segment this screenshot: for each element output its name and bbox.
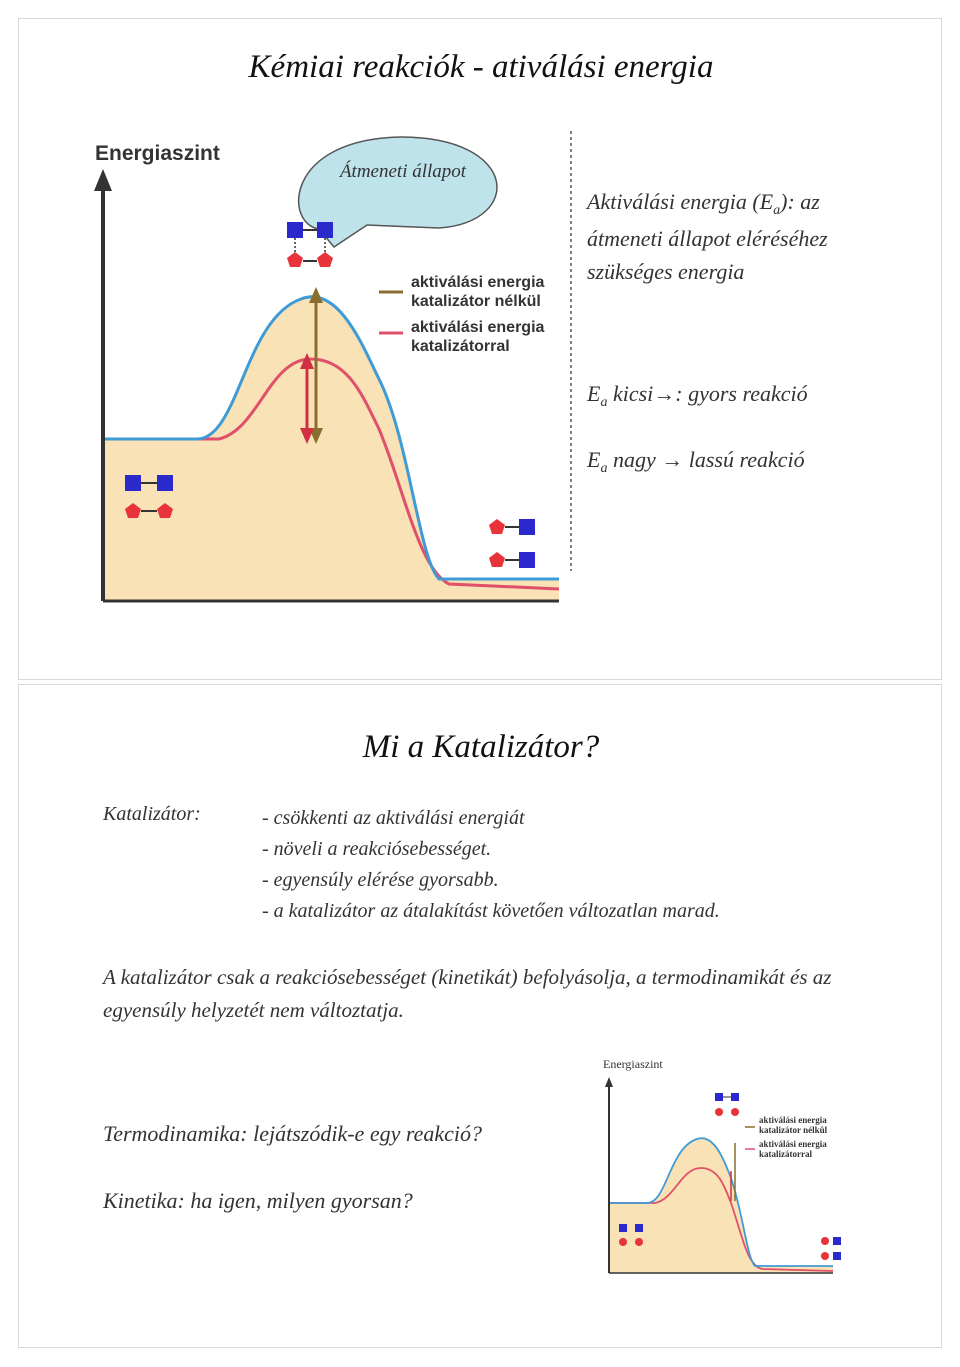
product-square-bottom [519, 552, 535, 568]
small-ts-square-left [715, 1093, 723, 1101]
small-legend-line1: aktiválási energia [759, 1115, 827, 1125]
energy-diagram [19, 19, 943, 681]
small-legend-line3: aktiválási energia [759, 1139, 827, 1149]
slide-title: Kémiai reakciók - ativálási energia [248, 49, 714, 85]
bullet-item: - egyensúly elérése gyorsabb. [262, 869, 499, 891]
legend-catalyzed-line2: katalizátorral [411, 338, 510, 355]
slide-title: Mi a Katalizátor? [362, 729, 600, 765]
product-pentagon-top [489, 519, 505, 534]
small-product-square-top [833, 1237, 841, 1245]
ts-pentagon-right [317, 252, 333, 267]
y-axis-arrowhead [94, 169, 112, 191]
ts-square-right [317, 222, 333, 238]
fast-reaction-text: $E_a$ kicsi→: gyors reakció [587, 381, 808, 410]
slide-activation-energy [18, 18, 942, 680]
legend-uncatalyzed-line2: katalizátor nélkül [411, 293, 541, 310]
transition-state-label: Átmeneti állapot [339, 161, 467, 182]
small-legend-line2: katalizátor nélkül [759, 1125, 828, 1135]
small-y-axis-label: Energiaszint [603, 1057, 663, 1071]
small-ts-square-right [731, 1093, 739, 1101]
reactant-square-left [125, 475, 141, 491]
slow-reaction-text: $E_a$ nagy → lassú reakció [587, 447, 805, 476]
small-reactant-square-right [635, 1224, 643, 1232]
small-legend-line4: katalizátorral [759, 1149, 812, 1159]
catalyst-bullets [262, 803, 720, 927]
activation-energy-definition: Aktiválási energia $(E_a)$: az átmeneti állapot eléréséhez szükséges energia [587, 189, 828, 284]
bullet-item: - a katalizátor az átalakítást követően változatlan marad. [262, 900, 720, 922]
small-reactant-pentagon-left [619, 1238, 627, 1246]
bullet-item: - növeli a reakciósebességet. [262, 838, 492, 860]
small-product-pentagon-top [821, 1237, 829, 1245]
y-axis-label: Energiaszint [95, 142, 220, 165]
small-product-square-bottom [833, 1252, 841, 1260]
slide-catalyst [18, 684, 942, 1348]
thermodynamics-question: Termodinamika: lejátszódik-e egy reakció? [103, 1121, 483, 1146]
product-square-top [519, 519, 535, 535]
legend-uncatalyzed-line1: aktiválási energia [411, 274, 545, 291]
ts-square-left [287, 222, 303, 238]
kinetics-question: Kinetika: ha igen, milyen gyorsan? [103, 1188, 413, 1213]
product-pentagon-bottom [489, 552, 505, 567]
small-y-axis-arrowhead [605, 1077, 613, 1087]
catalyst-label: Katalizátor: [103, 803, 201, 825]
ts-pentagon-left [287, 252, 303, 267]
reactant-square-right [157, 475, 173, 491]
small-reactant-pentagon-right [635, 1238, 643, 1246]
small-ts-pentagon-left [715, 1108, 723, 1116]
small-reactant-square-left [619, 1224, 627, 1232]
small-ts-pentagon-right [731, 1108, 739, 1116]
bullet-item: - csökkenti az aktiválási energiát [262, 807, 525, 829]
legend-catalyzed-line1: aktiválási energia [411, 319, 545, 336]
uncatalyzed-arrow-top [309, 287, 323, 303]
small-product-pentagon-bottom [821, 1252, 829, 1260]
catalyst-paragraph: A katalizátor csak a reakciósebességet (kinetikát) befolyásolja, a termodinamikát és az egyensúly helyzetét nem változtatja. [103, 965, 832, 1022]
small-energy-diagram [597, 1053, 847, 1293]
